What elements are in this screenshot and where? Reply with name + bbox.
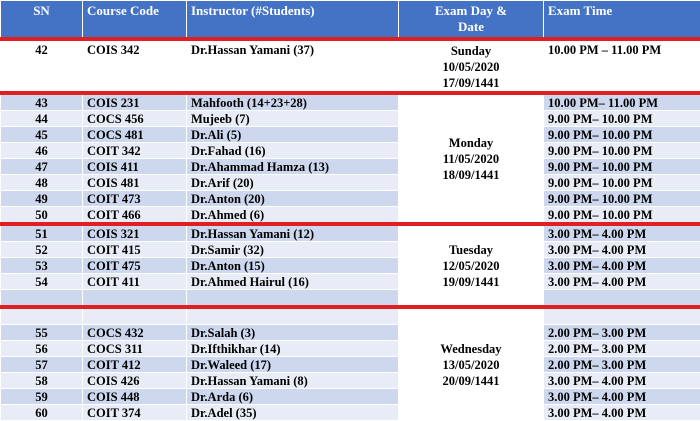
cell-sn — [1, 290, 83, 308]
cell-exam-time: 9.00 PM– 10.00 PM — [544, 191, 700, 207]
cell-exam-time: 2.00 PM– 3.00 PM — [544, 357, 700, 373]
cell-exam-time: 10.00 PM– 11.00 PM — [544, 93, 700, 111]
cell-instructor: Dr.Arif (20) — [187, 175, 399, 191]
cell-instructor: Dr.Ifthikhar (14) — [187, 341, 399, 357]
table-row — [1, 357, 700, 373]
header-exam-day-line1: Exam Day & — [403, 3, 539, 19]
cell-instructor: Mujeeb (7) — [187, 111, 399, 127]
cell-exam-time: 9.00 PM– 10.00 PM — [544, 159, 700, 175]
cell-sn: 46 — [1, 143, 83, 159]
cell-exam-time: 2.00 PM– 3.00 PM — [544, 325, 700, 341]
exam-day: Sunday — [403, 43, 539, 59]
exam-date: 11/05/2020 — [403, 151, 539, 167]
cell-course-code: COIS 231 — [83, 93, 187, 111]
cell-instructor: Dr.Hassan Yamani (8) — [187, 373, 399, 389]
table-row — [1, 341, 700, 357]
table-row — [1, 224, 700, 242]
header-exam-day-line2: Date — [403, 19, 539, 35]
cell-sn: 44 — [1, 111, 83, 127]
cell-sn: 57 — [1, 357, 83, 373]
cell-course-code: COCS 481 — [83, 127, 187, 143]
exam-date: 10/05/2020 — [403, 59, 539, 75]
header-course-code: Course Code — [83, 1, 187, 40]
cell-exam-time: 9.00 PM– 10.00 PM — [544, 143, 700, 159]
cell-course-code: COCS 432 — [83, 325, 187, 341]
exam-date: 18/09/1441 — [403, 167, 539, 183]
cell-course-code: COIT 475 — [83, 258, 187, 274]
table-row — [1, 39, 700, 93]
cell-exam-time — [544, 290, 700, 308]
cell-sn: 58 — [1, 373, 83, 389]
cell-course-code: COCS 311 — [83, 341, 187, 357]
header-exam-day — [399, 1, 544, 40]
cell-sn: 47 — [1, 159, 83, 175]
exam-date: 19/09/1441 — [403, 274, 539, 290]
cell-course-code: COIT 411 — [83, 274, 187, 290]
table-row — [1, 405, 700, 421]
exam-date: 20/09/1441 — [403, 373, 539, 389]
exam-date: 13/05/2020 — [403, 357, 539, 373]
cell-instructor: Dr.Anton (15) — [187, 258, 399, 274]
cell-exam-day-date — [399, 39, 544, 93]
cell-exam-time: 3.00 PM– 4.00 PM — [544, 373, 700, 389]
table-row-blank — [1, 307, 700, 325]
cell-course-code: COIS 411 — [83, 159, 187, 175]
cell-instructor: Dr.Ali (5) — [187, 127, 399, 143]
cell-sn: 55 — [1, 325, 83, 341]
cell-instructor: Dr.Ahmed Hairul (16) — [187, 274, 399, 290]
cell-instructor: Dr.Ahammad Hamza (13) — [187, 159, 399, 175]
cell-exam-time: 3.00 PM– 4.00 PM — [544, 242, 700, 258]
cell-exam-time — [544, 307, 700, 325]
cell-course-code: COCS 456 — [83, 111, 187, 127]
cell-exam-time: 3.00 PM– 4.00 PM — [544, 274, 700, 290]
exam-day: Wednesday — [403, 341, 539, 357]
cell-course-code — [83, 307, 187, 325]
cell-instructor — [187, 290, 399, 308]
header-row — [1, 1, 700, 40]
cell-sn: 60 — [1, 405, 83, 421]
cell-course-code: COIS 321 — [83, 224, 187, 242]
cell-sn: 51 — [1, 224, 83, 242]
cell-course-code: COIS 426 — [83, 373, 187, 389]
cell-course-code — [83, 290, 187, 308]
header-instructor: Instructor (#Students) — [187, 1, 399, 40]
exam-date: 12/05/2020 — [403, 258, 539, 274]
header-sn: SN — [1, 1, 83, 40]
cell-exam-time: 3.00 PM– 4.00 PM — [544, 258, 700, 274]
table-row — [1, 258, 700, 274]
exam-date: 17/09/1441 — [403, 75, 539, 91]
cell-exam-day-date — [399, 224, 544, 307]
cell-instructor: Dr.Adel (35) — [187, 405, 399, 421]
cell-instructor: Mahfooth (14+23+28) — [187, 93, 399, 111]
cell-sn: 53 — [1, 258, 83, 274]
cell-course-code: COIS 448 — [83, 389, 187, 405]
cell-instructor: Dr.Hassan Yamani (12) — [187, 224, 399, 242]
cell-course-code: COIT 415 — [83, 242, 187, 258]
cell-sn: 52 — [1, 242, 83, 258]
cell-sn: 45 — [1, 127, 83, 143]
cell-course-code: COIS 481 — [83, 175, 187, 191]
table-row — [1, 143, 700, 159]
cell-exam-time: 3.00 PM– 4.00 PM — [544, 224, 700, 242]
cell-course-code: COIS 342 — [83, 39, 187, 93]
cell-sn: 56 — [1, 341, 83, 357]
schedule-body — [1, 39, 700, 421]
table-row — [1, 389, 700, 405]
cell-instructor: Dr.Waleed (17) — [187, 357, 399, 373]
cell-instructor: Dr.Salah (3) — [187, 325, 399, 341]
cell-instructor: Dr.Samir (32) — [187, 242, 399, 258]
cell-sn: 50 — [1, 207, 83, 225]
cell-course-code: COIT 374 — [83, 405, 187, 421]
cell-exam-time: 9.00 PM– 10.00 PM — [544, 111, 700, 127]
cell-instructor: Dr.Fahad (16) — [187, 143, 399, 159]
cell-instructor: Dr.Ahmed (6) — [187, 207, 399, 225]
table-row — [1, 159, 700, 175]
table-row — [1, 93, 700, 111]
cell-exam-day-date — [399, 93, 544, 224]
cell-exam-time: 9.00 PM– 10.00 PM — [544, 175, 700, 191]
table-row — [1, 191, 700, 207]
exam-day: Tuesday — [403, 242, 539, 258]
exam-day: Monday — [403, 135, 539, 151]
cell-instructor: Dr.Arda (6) — [187, 389, 399, 405]
cell-exam-time: 3.00 PM– 4.00 PM — [544, 389, 700, 405]
table-row — [1, 127, 700, 143]
table-row-blank — [1, 290, 700, 308]
cell-instructor — [187, 307, 399, 325]
header-exam-time: Exam Time — [544, 1, 700, 40]
cell-exam-time: 9.00 PM– 10.00 PM — [544, 207, 700, 225]
cell-course-code: COIT 473 — [83, 191, 187, 207]
cell-exam-day-date — [399, 307, 544, 421]
table-row — [1, 325, 700, 341]
cell-sn: 43 — [1, 93, 83, 111]
cell-exam-time: 10.00 PM – 11.00 PM — [544, 39, 700, 93]
cell-sn — [1, 307, 83, 325]
table-row — [1, 111, 700, 127]
table-row — [1, 373, 700, 389]
cell-exam-time: 3.00 PM– 4.00 PM — [544, 405, 700, 421]
table-row — [1, 207, 700, 225]
cell-sn: 54 — [1, 274, 83, 290]
cell-course-code: COIT 342 — [83, 143, 187, 159]
table-row — [1, 175, 700, 191]
cell-exam-time: 2.00 PM– 3.00 PM — [544, 341, 700, 357]
cell-sn: 59 — [1, 389, 83, 405]
table-row — [1, 242, 700, 258]
cell-instructor: Dr.Anton (20) — [187, 191, 399, 207]
cell-course-code: COIT 466 — [83, 207, 187, 225]
table-row — [1, 274, 700, 290]
cell-instructor: Dr.Hassan Yamani (37) — [187, 39, 399, 93]
cell-exam-time: 9.00 PM– 10.00 PM — [544, 127, 700, 143]
cell-course-code: COIT 412 — [83, 357, 187, 373]
cell-sn: 48 — [1, 175, 83, 191]
cell-sn: 42 — [1, 39, 83, 93]
cell-sn: 49 — [1, 191, 83, 207]
